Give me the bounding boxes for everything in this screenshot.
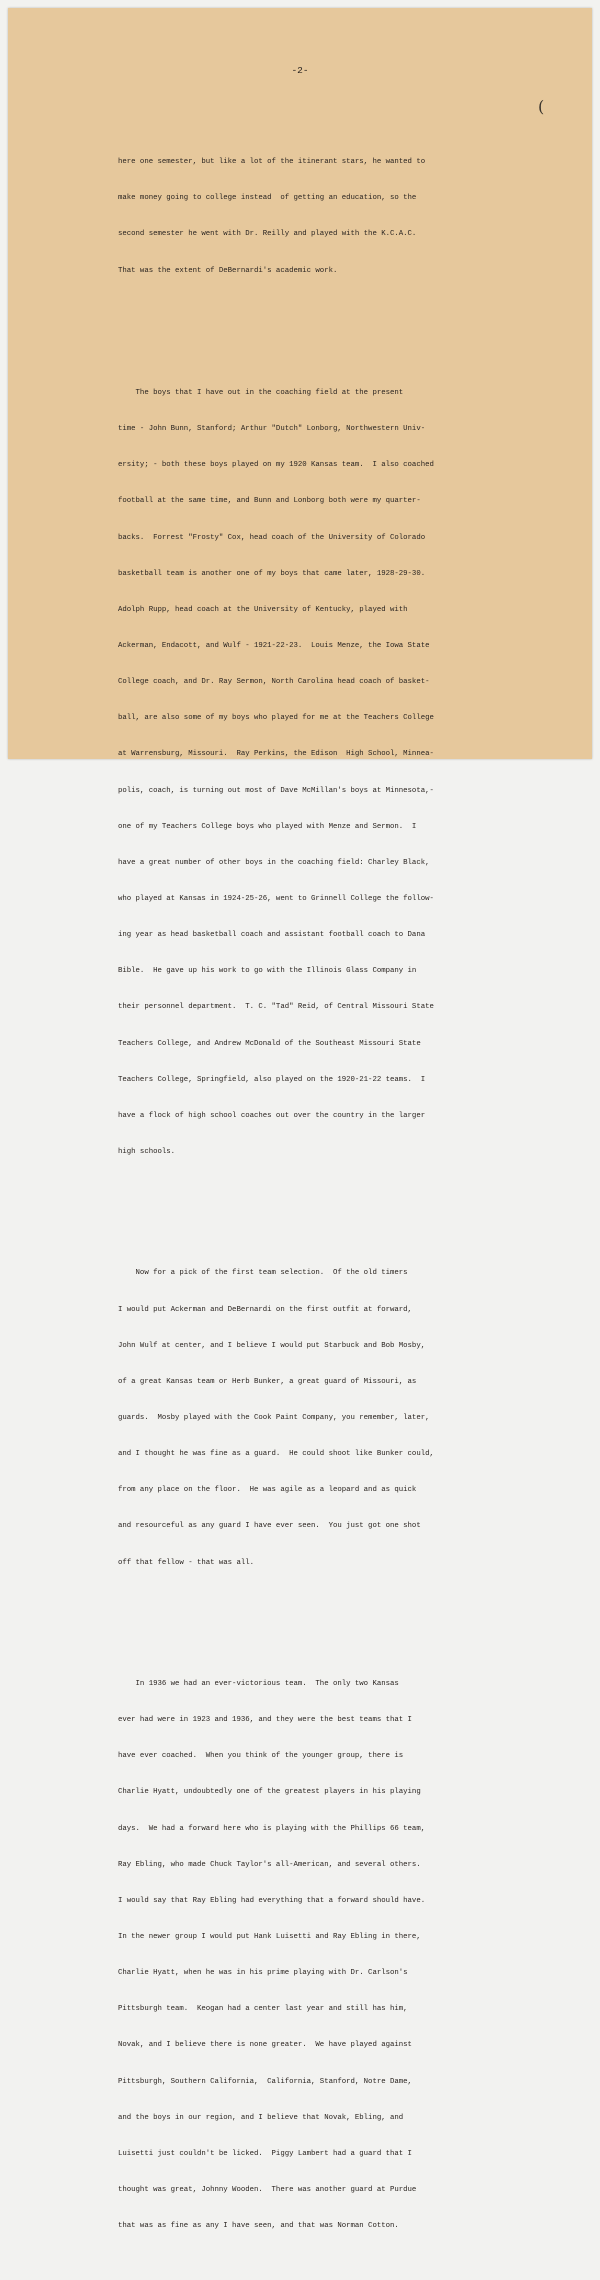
text-line: Pittsburgh, Southern California, California, Stanford, Notre Dame, <box>118 2077 412 2086</box>
text-line: and resourceful as any guard I have ever seen. You just got one shot <box>118 1522 421 1531</box>
body-text <box>118 108 434 2280</box>
text-line: second semester he went with Dr. Reilly and played with the K.C.A.C. <box>118 230 417 239</box>
text-line: high schools. <box>118 1147 176 1156</box>
page-number: -2- <box>291 65 309 76</box>
text-line: ing year as head basketball coach and assistant football coach to Dana <box>118 931 426 940</box>
text-line: ball, are also some of my boys who played for me at the Teachers College <box>118 714 434 723</box>
text-line: here one semester, but like a lot of the itinerant stars, he wanted to <box>118 158 426 167</box>
text-line: The boys that I have out in the coaching field at the present <box>118 389 404 398</box>
text-line: days. We had a forward here who is playing with the Phillips 66 team, <box>118 1824 426 1833</box>
text-line: Pittsburgh team. Keogan had a center last year and still has him, <box>118 2005 408 2014</box>
text-line: Charlie Hyatt, undoubtedly one of the greatest players in his playing <box>118 1788 421 1797</box>
paragraph-2 <box>118 363 434 1182</box>
text-line: have ever coached. When you think of the younger group, there is <box>118 1752 404 1761</box>
text-line: of a great Kansas team or Herb Bunker, a great guard of Missouri, as <box>118 1377 417 1386</box>
text-line: from any place on the floor. He was agile as a leopard and as quick <box>118 1486 417 1495</box>
text-line: one of my Teachers College boys who played with Menze and Sermon. I <box>118 822 417 831</box>
text-line: their personnel department. T. C. "Tad" Reid, of Central Missouri State <box>118 1003 434 1012</box>
text-line: Now for a pick of the first team selection. Of the old timers <box>118 1269 408 1278</box>
text-line: Luisetti just couldn't be licked. Piggy Lambert had a guard that I <box>118 2149 412 2158</box>
text-line: guards. Mosby played with the Cook Paint Company, you remember, later, <box>118 1413 430 1422</box>
text-line: ever had were in 1923 and 1936, and they were the best teams that I <box>118 1716 412 1725</box>
text-line: and I thought he was fine as a guard. He could shoot like Bunker could, <box>118 1450 434 1459</box>
text-line: In 1936 we had an ever-victorious team. The only two Kansas <box>118 1679 399 1688</box>
text-line: Ackerman, Endacott, and Wulf - 1921-22-23. Louis Menze, the Iowa State <box>118 642 430 651</box>
text-line: have a flock of high school coaches out over the country in the larger <box>118 1111 426 1120</box>
text-line: Bible. He gave up his work to go with the Illinois Glass Company in <box>118 967 417 976</box>
text-line: basketball team is another one of my boys that came later, 1928-29-30. <box>118 569 426 578</box>
text-line: time - John Bunn, Stanford; Arthur "Dutch" Lonborg, Northwestern Univ- <box>118 425 426 434</box>
text-line: Novak, and I believe there is none greater. We have played against <box>118 2041 412 2050</box>
text-line: College coach, and Dr. Ray Sermon, North Carolina head coach of basket- <box>118 678 430 687</box>
paragraph-1 <box>118 132 434 301</box>
text-line: Ray Ebling, who made Chuck Taylor's all-American, and several others. <box>118 1860 421 1869</box>
text-line: backs. Forrest "Frosty" Cox, head coach of the University of Colorado <box>118 533 426 542</box>
margin-mark: ( <box>538 97 545 116</box>
text-line: who played at Kansas in 1924-25-26, went to Grinnell College the follow- <box>118 895 434 903</box>
text-line: and the boys in our region, and I believe that Novak, Ebling, and <box>118 2113 404 2122</box>
text-line: at Warrensburg, Missouri. Ray Perkins, the Edison High School, Minnea- <box>118 750 434 759</box>
text-line: make money going to college instead of getting an education, so the <box>118 194 417 203</box>
text-line: John Wulf at center, and I believe I would put Starbuck and Bob Mosby, <box>118 1341 426 1350</box>
text-line: polis, coach, is turning out most of Dave McMillan's boys at Minnesota,- <box>118 786 434 795</box>
text-line: thought was great, Johnny Wooden. There was another guard at Purdue <box>118 2185 417 2194</box>
text-line: off that fellow - that was all. <box>118 1558 254 1567</box>
paragraph-4 <box>118 1654 434 2256</box>
text-line: I would put Ackerman and DeBernardi on the first outfit at forward, <box>118 1305 412 1314</box>
text-line: football at the same time, and Bunn and Lonborg both were my quarter- <box>118 497 421 506</box>
paragraph-3 <box>118 1243 434 1592</box>
text-line: Charlie Hyatt, when he was in his prime playing with Dr. Carlson's <box>118 1969 408 1978</box>
document-page <box>8 8 592 2231</box>
text-line: that was as fine as any I have seen, and that was Norman Cotton. <box>118 2222 399 2231</box>
text-line: I would say that Ray Ebling had everything that a forward should have. <box>118 1896 426 1905</box>
text-line: ersity; - both these boys played on my 1920 Kansas team. I also coached <box>118 461 434 470</box>
text-line: Teachers College, Springfield, also played on the 1920-21-22 teams. I <box>118 1075 426 1084</box>
text-line: have a great number of other boys in the coaching field: Charley Black, <box>118 858 430 867</box>
text-line: In the newer group I would put Hank Luisetti and Ray Ebling in there, <box>118 1932 421 1941</box>
text-line: That was the extent of DeBernardi's academic work. <box>118 266 338 275</box>
text-line: Teachers College, and Andrew McDonald of the Southeast Missouri State <box>118 1039 421 1048</box>
text-line: Adolph Rupp, head coach at the University of Kentucky, played with <box>118 605 408 614</box>
